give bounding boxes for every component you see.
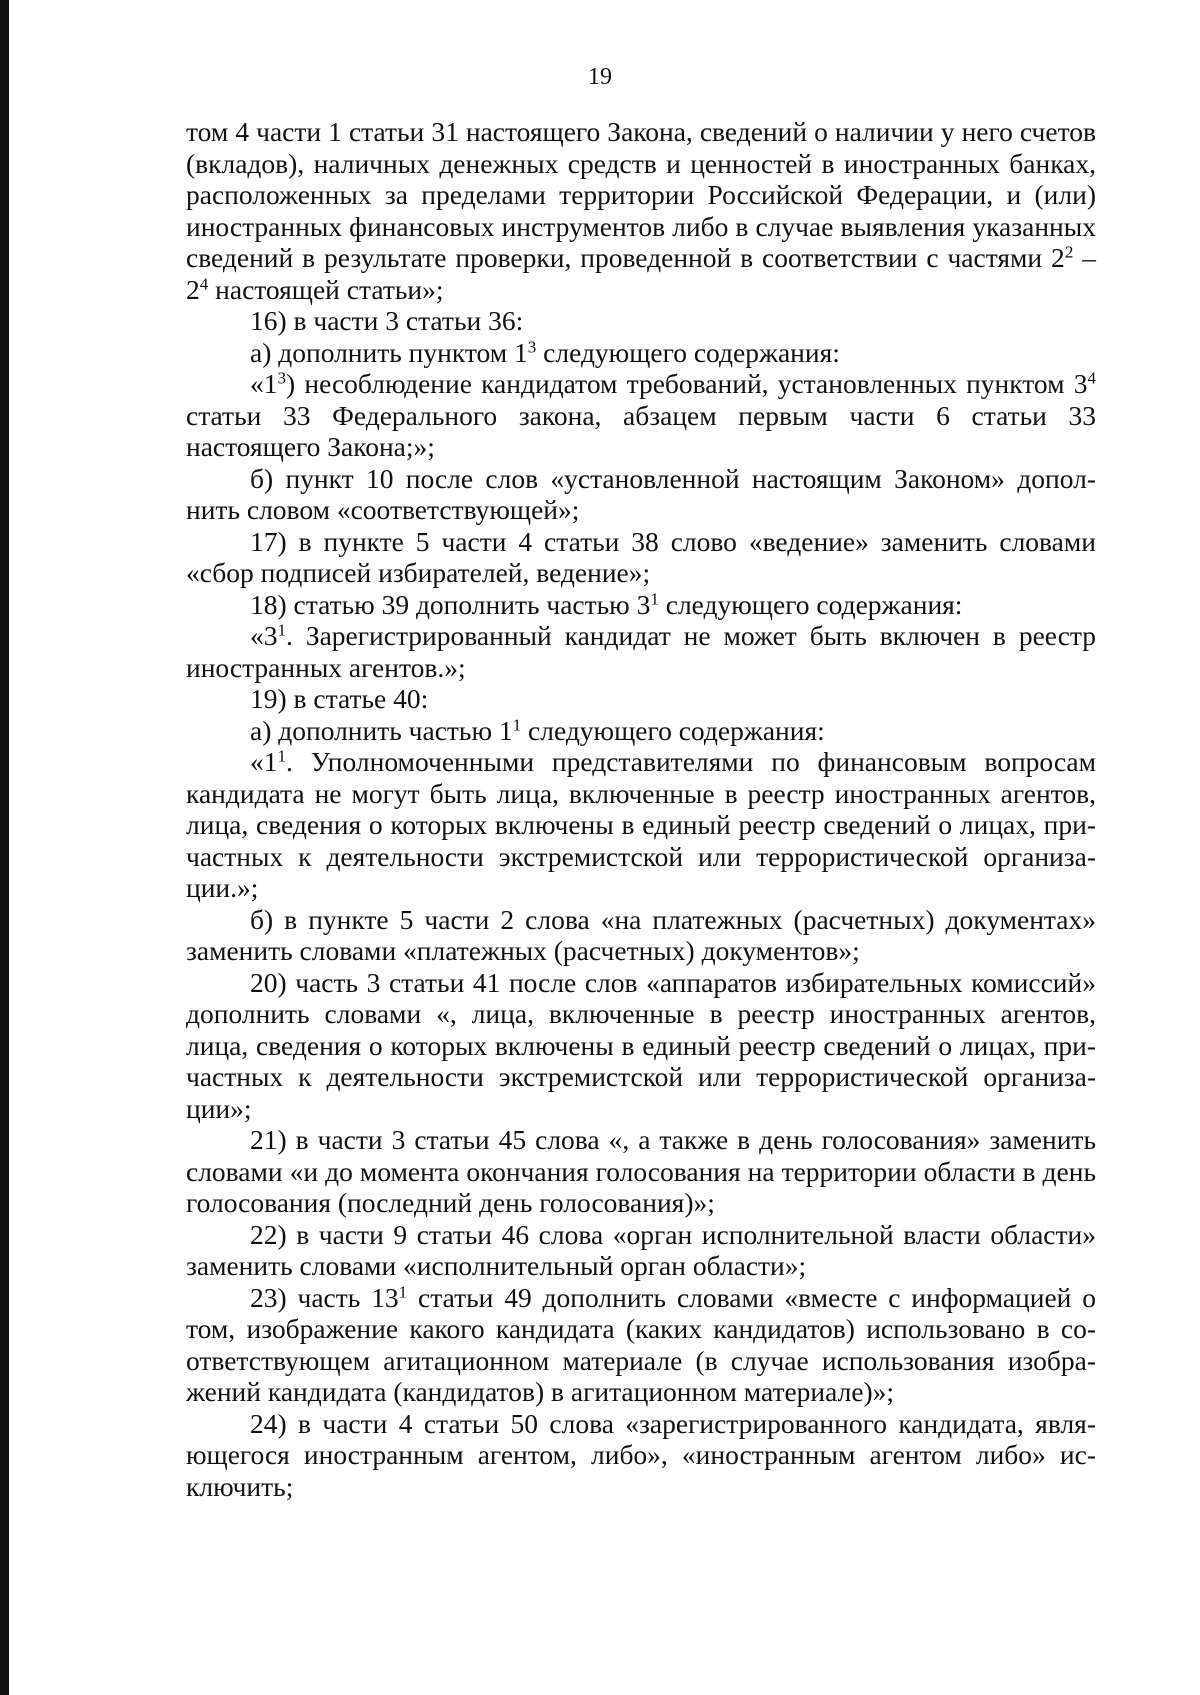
text-run: статьи 33 Федерального закона, абзацем первым части 6 статьи 33 настоящего Закона;»; xyxy=(186,399,1096,462)
text-run: . Зарегистрированный кандидат не может быть включен в реестр иностранных агентов.»; xyxy=(186,620,1096,683)
text-run: «1 xyxy=(250,746,278,777)
text-run: б) пункт 10 после слов «установленной настоящим Законом» дополнить словом «соответствующей»; xyxy=(186,462,1096,525)
paragraph xyxy=(186,1408,1096,1503)
text-run: 17) в пункте 5 части 4 статьи 38 слово «ведение» заменить словами «сбор подписей избирателей, ведение»; xyxy=(186,525,1096,588)
paragraph xyxy=(186,1282,1096,1408)
paragraph xyxy=(186,620,1096,683)
paragraph xyxy=(186,337,1096,369)
paragraph xyxy=(186,715,1096,747)
paragraph xyxy=(186,1219,1096,1282)
paragraph xyxy=(186,526,1096,589)
superscript: 2 xyxy=(1064,242,1074,262)
scan-edge xyxy=(0,0,9,1695)
superscript: 4 xyxy=(1087,368,1096,388)
text-run: 20) часть 3 статьи 41 после слов «аппаратов избирательных комиссий» дополнить словами «, лица, включенные в реестр иностранных агентов, лица, сведения о которых включены в единый реестр сведений о лицах, причастных к деятельности экстремистской или террористической организации»; xyxy=(186,966,1096,1124)
superscript: 1 xyxy=(398,1282,408,1302)
text-run: 22) в части 9 статьи 46 слова «орган исполнительной власти области» заменить словами «исполнительный орган области»; xyxy=(186,1218,1096,1281)
superscript: 1 xyxy=(512,715,522,735)
paragraph xyxy=(186,116,1096,305)
text-run: 18) статью 39 дополнить частью 3 xyxy=(250,588,651,620)
text-run: следующего содержания: xyxy=(536,336,840,368)
text-run: 21) в части 3 статьи 45 слова «, а также в день голосования» заменить словами «и до момента окончания голосования на территории области в день голосования (последний день голосования)»; xyxy=(186,1124,1096,1218)
text-run: «1 xyxy=(250,368,278,399)
paragraph xyxy=(186,305,1096,337)
superscript: 4 xyxy=(199,274,209,294)
text-run: б) в пункте 5 части 2 слова «на платежных (расчетных) документах» заменить словами «платежных (расчетных) документов»; xyxy=(186,903,1096,966)
superscript: 3 xyxy=(527,337,537,357)
paragraph xyxy=(186,1124,1096,1219)
paragraph xyxy=(186,589,1096,621)
text-run: . Уполномоченными представителями по финансовым вопросам кандидата не могут быть лица, включенные в реестр иностранных агентов, лица, сведения о которых включены в единый реестр сведений о лицах, причастных к деятельности экстремистской или террористической организации.»; xyxy=(186,746,1096,903)
paragraph xyxy=(186,904,1096,967)
document-body xyxy=(186,116,1096,1502)
paragraph xyxy=(186,368,1096,463)
text-run: статьи 49 дополнить словами «вместе с информацией о том, изображение какого кандидата (каких кандидатов) использовано в соответствующем агитационном материале (в случае использования изображений кандидата (кандидатов) в агитационном материале)»; xyxy=(186,1281,1096,1407)
text-run: ) несоблюдение кандидатом требований, установленных пунктом 3 xyxy=(286,368,1088,399)
text-run: том 4 части 1 статьи 31 настоящего Закона, сведений о наличии у него счетов (вкладов), наличных денежных средств и ценностей в иностранных банках, расположенных за пределами территории Российской Федерации, и (или) иностранных финансовых инструментов либо в случае выявления указанных сведений в результате проверки, проведенной в соответствии с частями 2 xyxy=(186,116,1096,273)
paragraph xyxy=(186,683,1096,715)
superscript: 1 xyxy=(277,746,287,766)
superscript: 1 xyxy=(277,620,287,640)
text-run: 16) в части 3 статьи 36: xyxy=(250,305,524,336)
text-run: следующего содержания: xyxy=(521,714,825,746)
text-run: настоящей статьи»; xyxy=(208,273,444,305)
paragraph xyxy=(186,967,1096,1125)
superscript: 1 xyxy=(650,589,659,609)
paragraph xyxy=(186,463,1096,526)
paragraph xyxy=(186,746,1096,904)
superscript: 3 xyxy=(277,368,287,388)
text-run: 23) часть 13 xyxy=(250,1281,399,1313)
text-run: 24) в части 4 статьи 50 слова «зарегистрированного кандидата, являющегося иностранным агентом, либо», «иностранным агентом либо» исключить; xyxy=(186,1407,1096,1502)
text-run: «3 xyxy=(250,620,278,651)
text-run: а) дополнить пунктом 1 xyxy=(250,336,528,368)
page-number: 19 xyxy=(588,64,612,90)
text-run: 19) в статье 40: xyxy=(250,683,429,714)
text-run: следующего содержания: xyxy=(658,588,963,620)
text-run: а) дополнить частью 1 xyxy=(250,714,513,746)
text-run: – 2 xyxy=(186,242,1096,305)
